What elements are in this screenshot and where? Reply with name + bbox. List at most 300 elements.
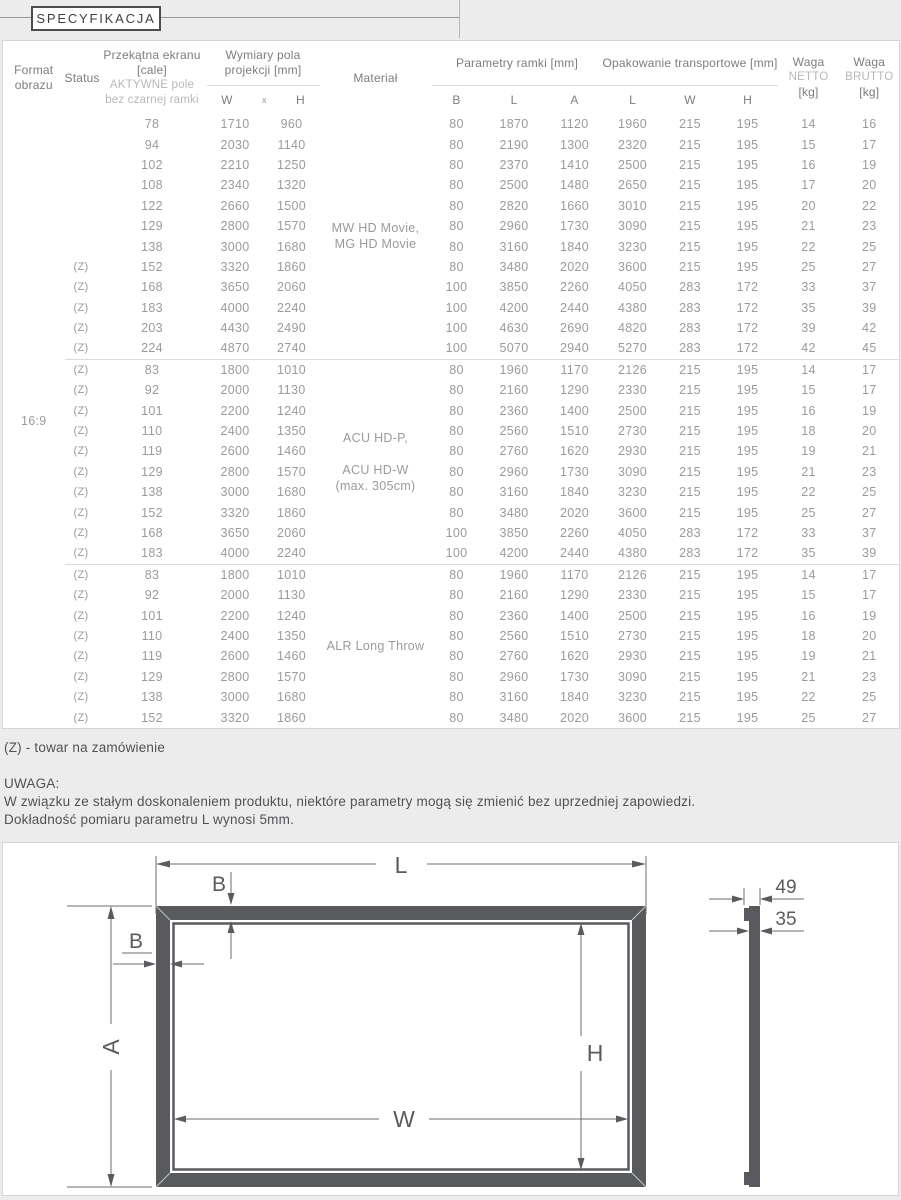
cell-pack-l: 3090 bbox=[617, 669, 647, 684]
cell-projection-h: 2060 bbox=[276, 526, 306, 540]
table-row bbox=[3, 380, 900, 400]
cell-frame-l: 3160 bbox=[499, 239, 529, 254]
side-hook-top bbox=[744, 908, 749, 921]
cell-projection-w: 3320 bbox=[220, 710, 250, 725]
table-row bbox=[3, 257, 900, 277]
cell-diagonal: 110 bbox=[141, 628, 163, 643]
cell-projection-w: 2800 bbox=[220, 669, 250, 684]
cell-projection-h: 1500 bbox=[276, 198, 306, 213]
cell-gross-weight: 17 bbox=[840, 564, 900, 585]
table-header bbox=[3, 41, 900, 115]
cell-pack-h: 195 bbox=[736, 690, 759, 705]
cell-status: (Z) bbox=[73, 445, 89, 458]
cell-pack-w: 215 bbox=[679, 198, 701, 213]
table-row bbox=[3, 298, 900, 318]
header-frame-params: Parametry ramki [mm] bbox=[455, 56, 578, 70]
dimension-H-label: H bbox=[586, 1040, 604, 1066]
cell-pack-w: 215 bbox=[679, 137, 701, 152]
cell-projection-h: 1460 bbox=[276, 649, 306, 664]
cell-gross-weight: 42 bbox=[862, 321, 877, 336]
cell-gross-weight: 23 bbox=[862, 464, 877, 479]
cell-status: (Z) bbox=[73, 322, 89, 335]
cell-pack-h: 195 bbox=[736, 219, 759, 234]
cell-projection-h: 2240 bbox=[276, 300, 306, 315]
cell-frame-l: 3850 bbox=[499, 280, 529, 295]
header-frame-l: L bbox=[482, 86, 547, 115]
cell-diagonal: 138 bbox=[141, 239, 163, 254]
side-hook-bottom bbox=[744, 1172, 749, 1185]
page-title-label: SPECYFIKACJA bbox=[36, 11, 156, 26]
cell-projection-h: 1250 bbox=[276, 157, 306, 172]
cell-projection-h: 1130 bbox=[277, 383, 306, 398]
note-uwaga-line1: W związku ze stałym doskonaleniem produktu, niektóre parametry mogą się zmienić bez uprzedniej zapowiedzi. bbox=[4, 794, 696, 809]
cell-projection-w: 3650 bbox=[220, 526, 250, 540]
cell-frame-b: 100 bbox=[445, 321, 468, 336]
cell-gross-weight: 27 bbox=[862, 505, 877, 520]
header-projection-wh: W x H bbox=[207, 86, 320, 115]
cell-status: (Z) bbox=[73, 547, 89, 560]
cell-gross-weight: 39 bbox=[862, 300, 877, 315]
cell-frame-b: 80 bbox=[449, 485, 464, 500]
cell-frame-b: 80 bbox=[449, 444, 464, 459]
cell-pack-h: 195 bbox=[736, 710, 759, 725]
header-material: Materiał bbox=[353, 70, 398, 85]
cell-pack-w: 283 bbox=[679, 280, 701, 295]
cell-projection-h: 2060 bbox=[276, 280, 306, 295]
cell-net-weight: 16 bbox=[801, 608, 816, 623]
cell-frame-b: 80 bbox=[449, 157, 464, 172]
cell-frame-a: 1170 bbox=[547, 564, 603, 585]
cell-frame-l: 2560 bbox=[499, 424, 529, 439]
cell-frame-l: 2360 bbox=[499, 608, 529, 623]
cell-pack-w: 215 bbox=[679, 383, 701, 398]
cell-net-weight: 20 bbox=[801, 198, 816, 213]
header-pack-l: L bbox=[603, 86, 663, 115]
cell-frame-l: 2190 bbox=[499, 137, 529, 152]
cell-pack-h: 195 bbox=[736, 464, 759, 479]
cell-projection-h: 960 bbox=[280, 117, 303, 132]
cell-pack-l: 3600 bbox=[617, 710, 647, 725]
cell-net-weight: 16 bbox=[801, 157, 816, 172]
cell-frame-a: 1510 bbox=[559, 628, 589, 643]
dimension-B-top-label: B bbox=[211, 873, 227, 896]
cell-pack-w: 283 bbox=[679, 300, 701, 315]
cell-projection-w: 1800 bbox=[207, 359, 264, 380]
cell-projection-w: 2200 bbox=[220, 608, 250, 623]
cell-frame-b: 80 bbox=[449, 424, 464, 439]
cell-projection-h: 1570 bbox=[276, 464, 306, 479]
cell-frame-a: 1400 bbox=[559, 608, 589, 623]
cell-diagonal: 122 bbox=[141, 198, 163, 213]
material-cell bbox=[320, 114, 432, 359]
cell-gross-weight: 20 bbox=[862, 178, 877, 193]
cell-frame-l: 3160 bbox=[499, 485, 529, 500]
cell-projection-h: 1860 bbox=[276, 259, 306, 274]
cell-diagonal: 152 bbox=[141, 259, 163, 274]
cell-frame-b: 80 bbox=[449, 669, 464, 684]
cell-pack-h: 195 bbox=[736, 137, 759, 152]
cell-diagonal: 138 bbox=[141, 485, 163, 500]
cell-frame-l: 2370 bbox=[499, 157, 529, 172]
cell-frame-b: 80 bbox=[432, 359, 482, 380]
cell-net-weight: 25 bbox=[801, 710, 816, 725]
cell-net-weight: 25 bbox=[801, 259, 816, 274]
cell-pack-l: 4050 bbox=[617, 526, 647, 540]
note-uwaga-line2: Dokładność pomiaru parametru L wynosi 5mm. bbox=[4, 812, 295, 827]
cell-diagonal: 108 bbox=[141, 178, 163, 193]
cell-diagonal: 138 bbox=[141, 690, 163, 705]
cell-gross-weight: 27 bbox=[862, 259, 877, 274]
cell-pack-h: 195 bbox=[736, 178, 759, 193]
cell-gross-weight: 17 bbox=[862, 588, 877, 603]
cell-frame-l: 5070 bbox=[499, 341, 529, 356]
cell-frame-l: 1870 bbox=[499, 117, 529, 132]
cell-frame-a: 1840 bbox=[559, 485, 589, 500]
cell-diagonal: 94 bbox=[144, 137, 160, 152]
cell-diagonal: 152 bbox=[141, 505, 163, 520]
cell-frame-b: 100 bbox=[445, 546, 468, 561]
header-packaging: Opakowanie transportowe [mm] bbox=[602, 56, 778, 70]
cell-net-weight: 15 bbox=[801, 383, 816, 398]
table-row bbox=[3, 134, 900, 154]
cell-status: (Z) bbox=[73, 527, 89, 539]
cell-projection-w: 3000 bbox=[220, 239, 250, 254]
cell-pack-w: 215 bbox=[663, 564, 718, 585]
cell-frame-a: 1300 bbox=[559, 137, 589, 152]
cell-pack-w: 215 bbox=[679, 690, 701, 705]
cell-diagonal: 183 bbox=[141, 300, 163, 315]
cell-frame-a: 1290 bbox=[559, 383, 589, 398]
cell-frame-l: 2500 bbox=[499, 178, 529, 193]
cell-frame-b: 80 bbox=[449, 608, 464, 623]
cell-pack-l: 2126 bbox=[603, 564, 663, 585]
cell-pack-h: 195 bbox=[736, 485, 759, 500]
dimension-49-label: 49 bbox=[775, 877, 797, 898]
cell-frame-a: 1290 bbox=[559, 588, 589, 603]
material-line: ACU HD-W bbox=[342, 462, 409, 477]
cell-projection-w: 3650 bbox=[220, 280, 250, 295]
cell-status: (Z) bbox=[73, 425, 89, 438]
cell-pack-h: 195 bbox=[736, 424, 759, 439]
cell-pack-l: 5270 bbox=[617, 341, 647, 356]
cell-frame-b: 100 bbox=[445, 280, 468, 295]
table-row bbox=[3, 585, 900, 605]
cell-pack-w: 215 bbox=[679, 669, 701, 684]
cell-frame-b: 100 bbox=[445, 300, 468, 315]
cell-status: (Z) bbox=[73, 486, 89, 499]
cell-status: (Z) bbox=[73, 650, 89, 663]
cell-frame-l: 2160 bbox=[499, 383, 529, 398]
cell-frame-l: 2560 bbox=[499, 628, 529, 643]
cell-frame-b: 80 bbox=[449, 239, 464, 254]
cell-projection-w: 4000 bbox=[220, 546, 250, 561]
cell-gross-weight: 19 bbox=[862, 157, 877, 172]
cell-net-weight: 14 bbox=[801, 117, 816, 132]
cell-projection-w: 2000 bbox=[220, 588, 250, 603]
cell-net-weight: 16 bbox=[801, 403, 816, 418]
cell-frame-b: 80 bbox=[449, 178, 464, 193]
table-row bbox=[3, 175, 900, 195]
cell-diagonal: 168 bbox=[141, 526, 163, 540]
cell-frame-b: 80 bbox=[449, 403, 464, 418]
cell-net-weight: 33 bbox=[801, 526, 816, 540]
cell-net-weight: 19 bbox=[801, 649, 816, 664]
cell-projection-h: 1130 bbox=[277, 588, 306, 603]
material-cell bbox=[320, 564, 432, 728]
cell-gross-weight: 37 bbox=[862, 526, 877, 540]
cell-net-weight: 22 bbox=[801, 239, 816, 254]
cell-projection-w: 3000 bbox=[220, 690, 250, 705]
cell-gross-weight: 37 bbox=[862, 280, 877, 295]
header-projection: Wymiary pola projekcji [mm] bbox=[224, 48, 302, 77]
cell-diagonal: 224 bbox=[141, 341, 163, 356]
cell-projection-w: 2200 bbox=[220, 403, 250, 418]
dimension-35-label: 35 bbox=[775, 909, 797, 930]
cell-pack-w: 215 bbox=[663, 359, 718, 380]
cell-pack-w: 215 bbox=[679, 117, 701, 132]
cell-diagonal: 101 bbox=[141, 403, 163, 418]
cell-pack-l: 2650 bbox=[617, 178, 647, 193]
cell-frame-l: 1960 bbox=[482, 564, 547, 585]
table-row bbox=[3, 359, 900, 380]
page-title bbox=[31, 6, 161, 31]
cell-pack-w: 215 bbox=[679, 219, 701, 234]
cell-projection-w: 2400 bbox=[220, 628, 250, 643]
table-row bbox=[3, 318, 900, 338]
cell-net-weight: 22 bbox=[801, 690, 816, 705]
cell-pack-h: 195 bbox=[736, 157, 759, 172]
cell-frame-b: 80 bbox=[449, 649, 464, 664]
cell-projection-w: 3000 bbox=[220, 485, 250, 500]
cell-projection-w: 2600 bbox=[220, 649, 250, 664]
cell-projection-h: 1680 bbox=[276, 690, 306, 705]
cell-diagonal: 92 bbox=[144, 383, 160, 398]
cell-gross-weight: 21 bbox=[862, 649, 877, 664]
cell-pack-w: 215 bbox=[679, 157, 701, 172]
frame-front-view bbox=[156, 906, 646, 1187]
cell-pack-h: 195 bbox=[736, 649, 759, 664]
cell-pack-w: 215 bbox=[679, 178, 701, 193]
cell-pack-w: 283 bbox=[679, 341, 701, 356]
cell-frame-l: 2960 bbox=[499, 464, 529, 479]
spec-table-body bbox=[3, 114, 900, 728]
header-gross-weight: Waga BRUTTO [kg] bbox=[845, 55, 894, 99]
cell-projection-h: 2240 bbox=[276, 546, 306, 561]
cell-pack-l: 3230 bbox=[617, 690, 647, 705]
cell-pack-w: 215 bbox=[679, 444, 701, 459]
cell-pack-h: 172 bbox=[736, 546, 759, 561]
cell-pack-h: 172 bbox=[736, 341, 759, 356]
cell-status: (Z) bbox=[73, 404, 89, 417]
cell-pack-w: 215 bbox=[679, 424, 701, 439]
cell-diagonal: 119 bbox=[141, 649, 163, 664]
table-row bbox=[3, 707, 900, 728]
table-row bbox=[3, 502, 900, 522]
cell-gross-weight: 27 bbox=[862, 710, 877, 725]
cell-pack-l: 4050 bbox=[617, 280, 647, 295]
dimension-A-label: A bbox=[98, 1039, 124, 1055]
note-z: (Z) - towar na zamówienie bbox=[4, 740, 166, 755]
cell-status: (Z) bbox=[73, 589, 89, 602]
cell-status bbox=[65, 155, 98, 175]
cell-frame-b: 80 bbox=[449, 505, 464, 520]
cell-gross-weight: 23 bbox=[862, 669, 877, 684]
cell-net-weight: 21 bbox=[801, 464, 816, 479]
cell-projection-h: 1240 bbox=[276, 608, 306, 623]
note-uwaga-title: UWAGA: bbox=[4, 776, 60, 791]
cell-pack-h: 195 bbox=[736, 628, 759, 643]
table-row bbox=[3, 216, 900, 236]
cell-frame-b: 80 bbox=[449, 588, 464, 603]
cell-pack-h: 195 bbox=[736, 608, 759, 623]
cell-gross-weight: 20 bbox=[862, 424, 877, 439]
cell-status bbox=[65, 236, 98, 256]
table-row bbox=[3, 564, 900, 585]
cell-projection-h: 1860 bbox=[276, 710, 306, 725]
cell-pack-l: 2320 bbox=[617, 137, 647, 152]
table-row bbox=[3, 605, 900, 625]
cell-net-weight: 35 bbox=[801, 300, 816, 315]
cell-net-weight: 35 bbox=[801, 546, 816, 561]
cell-pack-l: 4380 bbox=[617, 546, 647, 561]
cell-pack-w: 215 bbox=[679, 588, 701, 603]
cell-projection-h: 1460 bbox=[276, 444, 306, 459]
cell-frame-a: 1620 bbox=[559, 649, 589, 664]
cell-frame-a: 1120 bbox=[560, 117, 589, 132]
cell-projection-h: 1680 bbox=[276, 485, 306, 500]
table-row bbox=[3, 400, 900, 420]
cell-net-weight: 42 bbox=[801, 341, 816, 356]
table-row bbox=[3, 421, 900, 441]
cell-pack-w: 215 bbox=[679, 403, 701, 418]
cell-projection-h: 2490 bbox=[276, 321, 306, 336]
cell-frame-b: 80 bbox=[449, 383, 464, 398]
header-net-weight: Waga NETTO [kg] bbox=[788, 55, 829, 99]
cell-frame-b: 80 bbox=[449, 628, 464, 643]
frame-side-view bbox=[709, 877, 804, 1187]
cell-pack-w: 215 bbox=[679, 628, 701, 643]
cell-status: (Z) bbox=[73, 281, 89, 294]
cell-frame-a: 1730 bbox=[559, 464, 589, 479]
cell-pack-w: 215 bbox=[679, 649, 701, 664]
cell-status: (Z) bbox=[73, 384, 89, 397]
cell-status: (Z) bbox=[73, 260, 89, 273]
cell-pack-h: 195 bbox=[736, 383, 759, 398]
cell-pack-l: 2730 bbox=[617, 424, 647, 439]
cell-frame-a: 1620 bbox=[559, 444, 589, 459]
cell-diagonal: 129 bbox=[141, 219, 163, 234]
cell-pack-h: 195 bbox=[736, 505, 759, 520]
cell-frame-b: 80 bbox=[449, 137, 464, 152]
cell-frame-a: 2940 bbox=[559, 341, 589, 356]
cell-projection-w: 4870 bbox=[220, 341, 250, 356]
material-line: MW HD Movie, bbox=[331, 221, 420, 236]
cell-pack-l: 3600 bbox=[617, 505, 647, 520]
cell-frame-l: 2760 bbox=[499, 444, 529, 459]
cell-pack-h: 195 bbox=[736, 117, 759, 132]
cell-net-weight: 19 bbox=[801, 444, 816, 459]
cell-pack-w: 215 bbox=[679, 464, 701, 479]
cell-pack-l: 3600 bbox=[617, 259, 647, 274]
cell-frame-l: 4630 bbox=[499, 321, 529, 336]
cell-frame-b: 80 bbox=[449, 710, 464, 725]
cell-frame-b: 80 bbox=[449, 690, 464, 705]
cell-frame-b: 80 bbox=[449, 259, 464, 274]
cell-pack-l: 4820 bbox=[617, 321, 647, 336]
cell-frame-a: 1480 bbox=[559, 178, 589, 193]
cell-frame-a: 2020 bbox=[559, 505, 589, 520]
cell-frame-b: 80 bbox=[449, 117, 464, 132]
cell-diagonal: 119 bbox=[141, 444, 163, 459]
cell-gross-weight: 17 bbox=[862, 383, 877, 398]
cell-pack-l: 1960 bbox=[617, 117, 647, 132]
table-row bbox=[3, 236, 900, 256]
cell-diagonal: 102 bbox=[141, 157, 163, 172]
specification-table bbox=[2, 40, 900, 729]
cell-pack-w: 215 bbox=[679, 485, 701, 500]
header-status: Status bbox=[64, 70, 100, 85]
table-row bbox=[3, 543, 900, 564]
cell-gross-weight: 19 bbox=[862, 403, 877, 418]
cell-diagonal: 168 bbox=[141, 280, 163, 295]
cell-frame-a: 2440 bbox=[559, 300, 589, 315]
material-line: MG HD Movie bbox=[334, 237, 417, 252]
cell-frame-b: 100 bbox=[445, 526, 468, 540]
cell-pack-w: 283 bbox=[679, 546, 701, 561]
cell-status bbox=[65, 216, 98, 236]
cell-frame-a: 1510 bbox=[559, 424, 589, 439]
table-row bbox=[3, 155, 900, 175]
header-pack-w: W bbox=[663, 86, 718, 115]
cell-frame-a: 1840 bbox=[559, 239, 589, 254]
table-row bbox=[3, 626, 900, 646]
cell-frame-l: 3480 bbox=[499, 505, 529, 520]
cell-diagonal: 183 bbox=[141, 546, 163, 561]
table-row bbox=[3, 523, 900, 543]
cell-net-weight: 15 bbox=[801, 137, 816, 152]
table-row bbox=[3, 462, 900, 482]
cell-status: (Z) bbox=[73, 609, 89, 622]
material-cell bbox=[320, 359, 432, 564]
cell-frame-b: 80 bbox=[449, 464, 464, 479]
cell-gross-weight: 16 bbox=[862, 117, 877, 132]
cell-status: (Z) bbox=[73, 301, 89, 314]
cell-projection-w: 2400 bbox=[220, 424, 250, 439]
cell-projection-h: 1140 bbox=[277, 137, 306, 152]
cell-pack-h: 195 bbox=[736, 403, 759, 418]
cell-gross-weight: 23 bbox=[862, 219, 877, 234]
cell-pack-l: 2330 bbox=[617, 383, 647, 398]
cell-status bbox=[65, 134, 98, 154]
cell-frame-b: 80 bbox=[449, 198, 464, 213]
cell-gross-weight: 25 bbox=[862, 690, 877, 705]
cell-frame-l: 2360 bbox=[499, 403, 529, 418]
cell-diagonal: 83 bbox=[98, 564, 207, 585]
cell-frame-a: 1660 bbox=[559, 198, 589, 213]
cell-pack-w: 215 bbox=[679, 239, 701, 254]
material-line: ALR Long Throw bbox=[326, 639, 425, 654]
cell-net-weight: 25 bbox=[801, 505, 816, 520]
cell-projection-w: 2210 bbox=[220, 157, 250, 172]
cell-diagonal: 129 bbox=[141, 669, 163, 684]
cell-pack-h: 195 bbox=[718, 564, 778, 585]
cell-gross-weight: 21 bbox=[862, 444, 877, 459]
technical-drawing bbox=[3, 843, 898, 1195]
header-frame-a: A bbox=[547, 86, 603, 115]
cell-projection-h: 1570 bbox=[276, 669, 306, 684]
cell-projection-w: 2030 bbox=[220, 137, 250, 152]
cell-diagonal: 101 bbox=[141, 608, 163, 623]
